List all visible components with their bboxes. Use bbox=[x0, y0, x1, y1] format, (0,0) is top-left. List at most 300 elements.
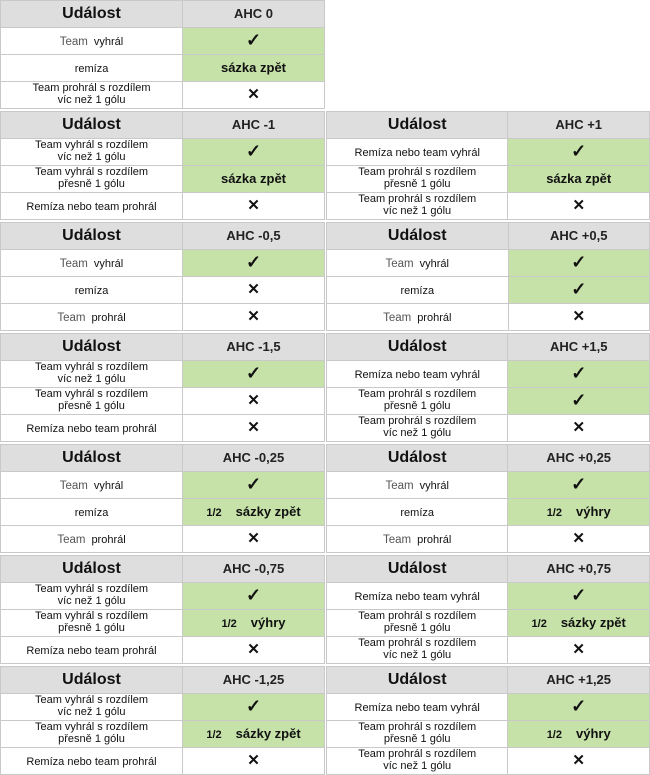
ahc-table bbox=[326, 666, 650, 775]
event-header-cell bbox=[327, 112, 508, 139]
result-cell bbox=[183, 304, 325, 331]
table-row bbox=[327, 361, 650, 388]
event-text bbox=[355, 702, 480, 714]
event-line: Team prohrál s rozdílem bbox=[358, 748, 477, 760]
ahc-value-header: AHC +0,5 bbox=[550, 228, 608, 243]
ahc-header-cell bbox=[508, 112, 650, 139]
event-line: víc než 1 gólu bbox=[383, 649, 452, 661]
result-cell bbox=[183, 55, 325, 82]
table-row bbox=[1, 637, 325, 664]
checkmark-icon: ✓ bbox=[571, 390, 587, 410]
result-cell bbox=[183, 28, 325, 55]
event-cell bbox=[1, 361, 183, 388]
event-text bbox=[358, 415, 476, 439]
event-cell bbox=[327, 637, 508, 664]
ahc-table bbox=[326, 444, 650, 553]
ahc-table bbox=[326, 222, 650, 331]
event-text bbox=[75, 507, 109, 519]
team-label: Team bbox=[385, 258, 414, 270]
event-cell bbox=[1, 526, 183, 553]
ahc-header-cell bbox=[183, 334, 325, 361]
ahc-value-header: AHC -1,5 bbox=[226, 339, 281, 354]
result-cell bbox=[508, 583, 650, 610]
result-label: sázka zpět bbox=[220, 171, 287, 186]
table-header-row bbox=[1, 223, 325, 250]
event-header-cell bbox=[1, 445, 183, 472]
table-row bbox=[327, 472, 650, 499]
event-cell bbox=[1, 166, 183, 193]
event-header-cell bbox=[1, 223, 183, 250]
result-cell bbox=[508, 139, 650, 166]
ahc-header-cell bbox=[183, 556, 325, 583]
event-cell bbox=[1, 472, 183, 499]
table-header-row bbox=[327, 445, 650, 472]
ahc-table bbox=[326, 333, 650, 442]
event-text bbox=[355, 591, 480, 603]
event-header: Událost bbox=[387, 449, 447, 466]
cross-icon: ✕ bbox=[247, 392, 260, 409]
event-label: remíza bbox=[400, 285, 435, 297]
result-cell bbox=[183, 388, 325, 415]
result-cell bbox=[183, 694, 325, 721]
team-label: Team bbox=[57, 312, 86, 324]
event-line: Team prohrál s rozdílem bbox=[358, 415, 477, 427]
event-cell bbox=[1, 637, 183, 664]
event-line: Team prohrál s rozdílem bbox=[358, 193, 477, 205]
event-cell bbox=[327, 721, 508, 748]
event-text bbox=[355, 369, 480, 381]
event-label: prohrál bbox=[417, 534, 452, 546]
checkmark-icon: ✓ bbox=[571, 585, 587, 605]
event-cell bbox=[327, 388, 508, 415]
result-cell bbox=[183, 472, 325, 499]
event-text bbox=[386, 258, 449, 270]
cross-icon: ✕ bbox=[247, 641, 260, 658]
event-line: přesně 1 gólu bbox=[383, 178, 451, 190]
event-line: Team vyhrál s rozdílem bbox=[34, 583, 149, 595]
event-label: prohrál bbox=[91, 312, 126, 324]
event-header: Událost bbox=[62, 449, 121, 466]
event-cell bbox=[1, 694, 183, 721]
event-line: Team vyhrál s rozdílem bbox=[34, 610, 149, 622]
ahc-table bbox=[0, 555, 325, 664]
team-label: Team bbox=[385, 480, 414, 492]
event-header-cell bbox=[1, 112, 183, 139]
ahc-value-header: AHC 0 bbox=[233, 6, 273, 21]
cross-icon: ✕ bbox=[247, 419, 260, 436]
event-label: vyhrál bbox=[93, 36, 124, 48]
event-text bbox=[35, 139, 148, 163]
result-cell bbox=[183, 139, 325, 166]
result-cell bbox=[508, 526, 650, 553]
result-cell bbox=[508, 721, 650, 748]
event-label: remíza bbox=[400, 507, 434, 519]
table-row bbox=[1, 139, 325, 166]
cross-icon: ✕ bbox=[247, 752, 260, 769]
event-header: Událost bbox=[387, 671, 447, 688]
result-cell bbox=[183, 166, 325, 193]
ahc-header-cell bbox=[508, 334, 650, 361]
event-header-cell bbox=[327, 445, 508, 472]
ahc-value-header: AHC -1 bbox=[231, 117, 276, 132]
event-line: Team vyhrál s rozdílem bbox=[34, 388, 149, 400]
result-cell bbox=[508, 361, 650, 388]
table-row bbox=[327, 139, 650, 166]
result-label: sázky zpět bbox=[235, 726, 301, 741]
event-cell bbox=[327, 748, 508, 775]
result-cell bbox=[183, 610, 325, 637]
table-row bbox=[1, 277, 325, 304]
event-line: víc než 1 gólu bbox=[383, 427, 452, 439]
event-cell bbox=[1, 250, 183, 277]
ahc-table bbox=[0, 666, 325, 775]
event-text bbox=[60, 36, 123, 48]
result-cell bbox=[508, 388, 650, 415]
event-text bbox=[35, 583, 148, 607]
result-cell bbox=[183, 250, 325, 277]
checkmark-icon: ✓ bbox=[245, 252, 262, 272]
result-fraction: 1/2 bbox=[206, 729, 222, 741]
event-text bbox=[35, 166, 148, 190]
event-text bbox=[400, 285, 434, 297]
event-cell bbox=[327, 250, 509, 277]
event-label: vyhrál bbox=[93, 258, 124, 270]
event-label: Remíza nebo team vyhrál bbox=[354, 147, 480, 159]
event-text bbox=[385, 480, 448, 492]
event-label: remíza bbox=[74, 285, 109, 297]
event-cell bbox=[327, 166, 508, 193]
event-text bbox=[35, 361, 148, 385]
event-cell bbox=[1, 193, 183, 220]
event-line: Team vyhrál s rozdílem bbox=[34, 166, 149, 178]
result-cell bbox=[508, 415, 650, 442]
ahc-header-cell bbox=[183, 112, 325, 139]
table-row bbox=[327, 277, 650, 304]
event-cell bbox=[1, 55, 183, 82]
event-text bbox=[383, 534, 451, 546]
cross-icon: ✕ bbox=[572, 197, 586, 214]
ahc-table bbox=[326, 555, 650, 664]
table-row bbox=[1, 721, 325, 748]
ahc-header-cell bbox=[508, 667, 650, 694]
event-text bbox=[60, 480, 123, 492]
event-text bbox=[383, 312, 451, 324]
event-cell bbox=[1, 415, 183, 442]
table-row bbox=[1, 250, 325, 277]
result-fraction: 1/2 bbox=[531, 618, 547, 630]
table-header-row bbox=[327, 112, 650, 139]
event-cell bbox=[327, 361, 508, 388]
event-line: Team prohrál s rozdílem bbox=[358, 721, 477, 733]
event-cell bbox=[327, 499, 508, 526]
result-cell bbox=[183, 82, 325, 109]
ahc-header-cell bbox=[508, 556, 650, 583]
ahc-table bbox=[0, 333, 325, 442]
checkmark-icon: ✓ bbox=[245, 363, 262, 383]
event-cell bbox=[327, 694, 508, 721]
ahc-value-header: AHC -0,25 bbox=[222, 450, 285, 465]
event-text bbox=[358, 637, 476, 661]
result-label: sázky zpět bbox=[560, 615, 626, 630]
ahc-header-cell bbox=[508, 223, 650, 250]
table-row bbox=[1, 55, 325, 82]
result-cell bbox=[508, 193, 650, 220]
event-cell bbox=[327, 193, 508, 220]
event-cell bbox=[1, 748, 183, 775]
event-header-cell bbox=[1, 556, 183, 583]
event-cell bbox=[327, 304, 509, 331]
team-label: Team bbox=[383, 312, 412, 324]
table-header-row bbox=[1, 334, 325, 361]
result-fraction: 1/2 bbox=[546, 507, 562, 519]
result-cell bbox=[183, 361, 325, 388]
result-fraction: 1/2 bbox=[546, 729, 562, 741]
table-row bbox=[1, 415, 325, 442]
table-header-row bbox=[327, 334, 650, 361]
event-header: Událost bbox=[62, 560, 121, 577]
event-label: vyhrál bbox=[419, 480, 449, 492]
table-row bbox=[327, 193, 650, 220]
event-cell bbox=[327, 472, 508, 499]
table-row bbox=[1, 82, 325, 109]
table-row bbox=[327, 637, 650, 664]
checkmark-icon: ✓ bbox=[571, 279, 587, 299]
event-cell bbox=[1, 610, 183, 637]
event-text bbox=[35, 610, 148, 634]
ahc-header-cell bbox=[183, 1, 325, 28]
table-row bbox=[1, 388, 325, 415]
event-header-cell bbox=[1, 334, 183, 361]
event-text bbox=[35, 388, 148, 412]
table-header-row bbox=[327, 556, 650, 583]
event-line: Team vyhrál s rozdílem bbox=[34, 721, 149, 733]
checkmark-icon: ✓ bbox=[571, 252, 587, 272]
ahc-table bbox=[0, 0, 325, 109]
event-label: Remíza nebo team prohrál bbox=[26, 645, 157, 657]
result-cell bbox=[183, 721, 325, 748]
event-text bbox=[358, 721, 476, 745]
checkmark-icon: ✓ bbox=[571, 474, 587, 494]
event-text bbox=[358, 388, 476, 412]
table-row bbox=[1, 610, 325, 637]
event-line: přesně 1 gólu bbox=[58, 178, 125, 190]
event-cell bbox=[327, 139, 508, 166]
result-label: sázka zpět bbox=[546, 171, 612, 186]
event-header: Událost bbox=[62, 116, 121, 133]
checkmark-icon: ✓ bbox=[245, 30, 262, 50]
event-line: Team prohrál s rozdílem bbox=[358, 166, 477, 178]
ahc-value-header: AHC +1,25 bbox=[546, 672, 612, 687]
ahc-table bbox=[0, 222, 325, 331]
table-row bbox=[1, 694, 325, 721]
table-header-row bbox=[327, 667, 650, 694]
event-header-cell bbox=[327, 667, 508, 694]
event-text bbox=[358, 193, 476, 217]
team-label: Team bbox=[59, 258, 88, 270]
table-row bbox=[327, 694, 650, 721]
table-row bbox=[1, 472, 325, 499]
event-line: Team prohrál s rozdílem bbox=[358, 637, 477, 649]
event-line: Team prohrál s rozdílem bbox=[358, 610, 477, 622]
event-text bbox=[26, 201, 156, 213]
ahc-value-header: AHC -0,75 bbox=[222, 561, 285, 576]
table-row bbox=[1, 304, 325, 331]
event-text bbox=[33, 82, 151, 106]
event-line: přesně 1 gólu bbox=[383, 400, 451, 412]
event-line: víc než 1 gólu bbox=[383, 205, 452, 217]
event-line: víc než 1 gólu bbox=[57, 706, 126, 718]
event-text bbox=[26, 645, 156, 657]
ahc-value-header: AHC +1 bbox=[555, 117, 603, 132]
ahc-value-header: AHC +0,75 bbox=[546, 561, 612, 576]
event-text bbox=[57, 312, 125, 324]
event-text bbox=[358, 166, 476, 190]
checkmark-icon: ✓ bbox=[571, 696, 587, 716]
event-text bbox=[75, 285, 109, 297]
event-cell bbox=[1, 304, 183, 331]
event-header: Událost bbox=[387, 116, 447, 133]
event-header: Událost bbox=[62, 5, 121, 22]
result-cell bbox=[508, 499, 650, 526]
event-label: Remíza nebo team prohrál bbox=[26, 201, 157, 213]
table-row bbox=[1, 361, 325, 388]
event-label: prohrál bbox=[417, 312, 452, 324]
event-line: přesně 1 gólu bbox=[58, 733, 125, 745]
event-label: vyhrál bbox=[419, 258, 449, 270]
ahc-value-header: AHC +1,5 bbox=[550, 339, 608, 354]
ahc-header-cell bbox=[183, 223, 325, 250]
table-row bbox=[327, 304, 650, 331]
event-label: remíza bbox=[74, 63, 109, 75]
result-fraction: 1/2 bbox=[206, 507, 222, 519]
ahc-value-header: AHC +0,25 bbox=[546, 450, 612, 465]
event-line: víc než 1 gólu bbox=[57, 151, 126, 163]
event-cell bbox=[327, 610, 508, 637]
event-line: Team vyhrál s rozdílem bbox=[34, 361, 149, 373]
event-label: prohrál bbox=[91, 534, 126, 546]
table-row bbox=[327, 499, 650, 526]
event-label: Remíza nebo team vyhrál bbox=[354, 702, 480, 714]
table-header-row bbox=[1, 667, 325, 694]
checkmark-icon: ✓ bbox=[245, 585, 262, 605]
result-cell bbox=[508, 304, 650, 331]
ahc-table bbox=[0, 111, 325, 220]
cross-icon: ✕ bbox=[247, 281, 260, 298]
ahc-header-cell bbox=[508, 445, 650, 472]
checkmark-icon: ✓ bbox=[571, 141, 587, 161]
result-cell bbox=[183, 193, 325, 220]
event-text bbox=[60, 258, 123, 270]
event-line: Team vyhrál s rozdílem bbox=[34, 139, 149, 151]
cross-icon: ✕ bbox=[572, 419, 586, 436]
table-row bbox=[327, 748, 650, 775]
event-line: přesně 1 gólu bbox=[383, 622, 451, 634]
table-row bbox=[327, 610, 650, 637]
event-header-cell bbox=[1, 1, 183, 28]
event-line: víc než 1 gólu bbox=[383, 760, 452, 772]
table-row bbox=[1, 526, 325, 553]
event-cell bbox=[1, 277, 183, 304]
event-line: Team vyhrál s rozdílem bbox=[34, 694, 149, 706]
event-header: Událost bbox=[387, 227, 447, 244]
result-fraction: 1/2 bbox=[221, 618, 237, 630]
result-cell bbox=[508, 637, 650, 664]
event-label: Remíza nebo team prohrál bbox=[26, 423, 157, 435]
event-cell bbox=[1, 499, 183, 526]
table-row bbox=[327, 415, 650, 442]
table-row bbox=[327, 166, 650, 193]
event-cell bbox=[327, 526, 508, 553]
result-label: sázka zpět bbox=[220, 60, 287, 75]
event-text bbox=[35, 694, 148, 718]
event-header: Událost bbox=[387, 338, 447, 355]
event-text bbox=[400, 507, 434, 519]
cross-icon: ✕ bbox=[247, 86, 260, 103]
table-header-row bbox=[1, 556, 325, 583]
cross-icon: ✕ bbox=[247, 308, 260, 325]
result-cell bbox=[183, 499, 325, 526]
event-header-cell bbox=[327, 223, 509, 250]
checkmark-icon: ✓ bbox=[245, 696, 262, 716]
table-row bbox=[1, 166, 325, 193]
cross-icon: ✕ bbox=[572, 641, 585, 658]
table-row bbox=[327, 721, 650, 748]
event-text bbox=[26, 423, 156, 435]
event-label: vyhrál bbox=[93, 480, 124, 492]
result-cell bbox=[183, 526, 325, 553]
result-label: výhry bbox=[575, 726, 611, 741]
result-cell bbox=[183, 748, 325, 775]
team-label: Team bbox=[57, 534, 86, 546]
event-header: Událost bbox=[62, 671, 121, 688]
checkmark-icon: ✓ bbox=[245, 474, 262, 494]
event-cell bbox=[1, 583, 183, 610]
team-label: Team bbox=[59, 480, 88, 492]
result-label: sázky zpět bbox=[235, 504, 301, 519]
event-cell bbox=[327, 277, 509, 304]
checkmark-icon: ✓ bbox=[245, 141, 262, 161]
event-text bbox=[35, 721, 148, 745]
result-cell bbox=[508, 277, 650, 304]
event-line: přesně 1 gólu bbox=[58, 400, 125, 412]
result-cell bbox=[508, 748, 650, 775]
ahc-header-cell bbox=[183, 667, 325, 694]
result-label: výhry bbox=[250, 615, 286, 630]
table-row bbox=[1, 583, 325, 610]
result-cell bbox=[508, 694, 650, 721]
table-row bbox=[327, 583, 650, 610]
result-cell bbox=[183, 583, 325, 610]
table-header-row bbox=[1, 445, 325, 472]
event-header-cell bbox=[327, 556, 508, 583]
result-label: výhry bbox=[575, 504, 611, 519]
team-label: Team bbox=[59, 36, 88, 48]
event-header-cell bbox=[327, 334, 508, 361]
event-line: Team prohrál s rozdílem bbox=[32, 82, 151, 94]
event-label: Remíza nebo team vyhrál bbox=[354, 591, 480, 603]
event-label: Remíza nebo team vyhrál bbox=[354, 369, 480, 381]
result-cell bbox=[508, 472, 650, 499]
event-text bbox=[355, 147, 480, 159]
event-text bbox=[26, 756, 156, 768]
event-cell bbox=[1, 388, 183, 415]
event-text bbox=[57, 534, 125, 546]
result-cell bbox=[508, 610, 650, 637]
event-line: víc než 1 gólu bbox=[57, 595, 126, 607]
result-cell bbox=[508, 250, 650, 277]
cross-icon: ✕ bbox=[572, 530, 585, 547]
ahc-table bbox=[0, 444, 325, 553]
